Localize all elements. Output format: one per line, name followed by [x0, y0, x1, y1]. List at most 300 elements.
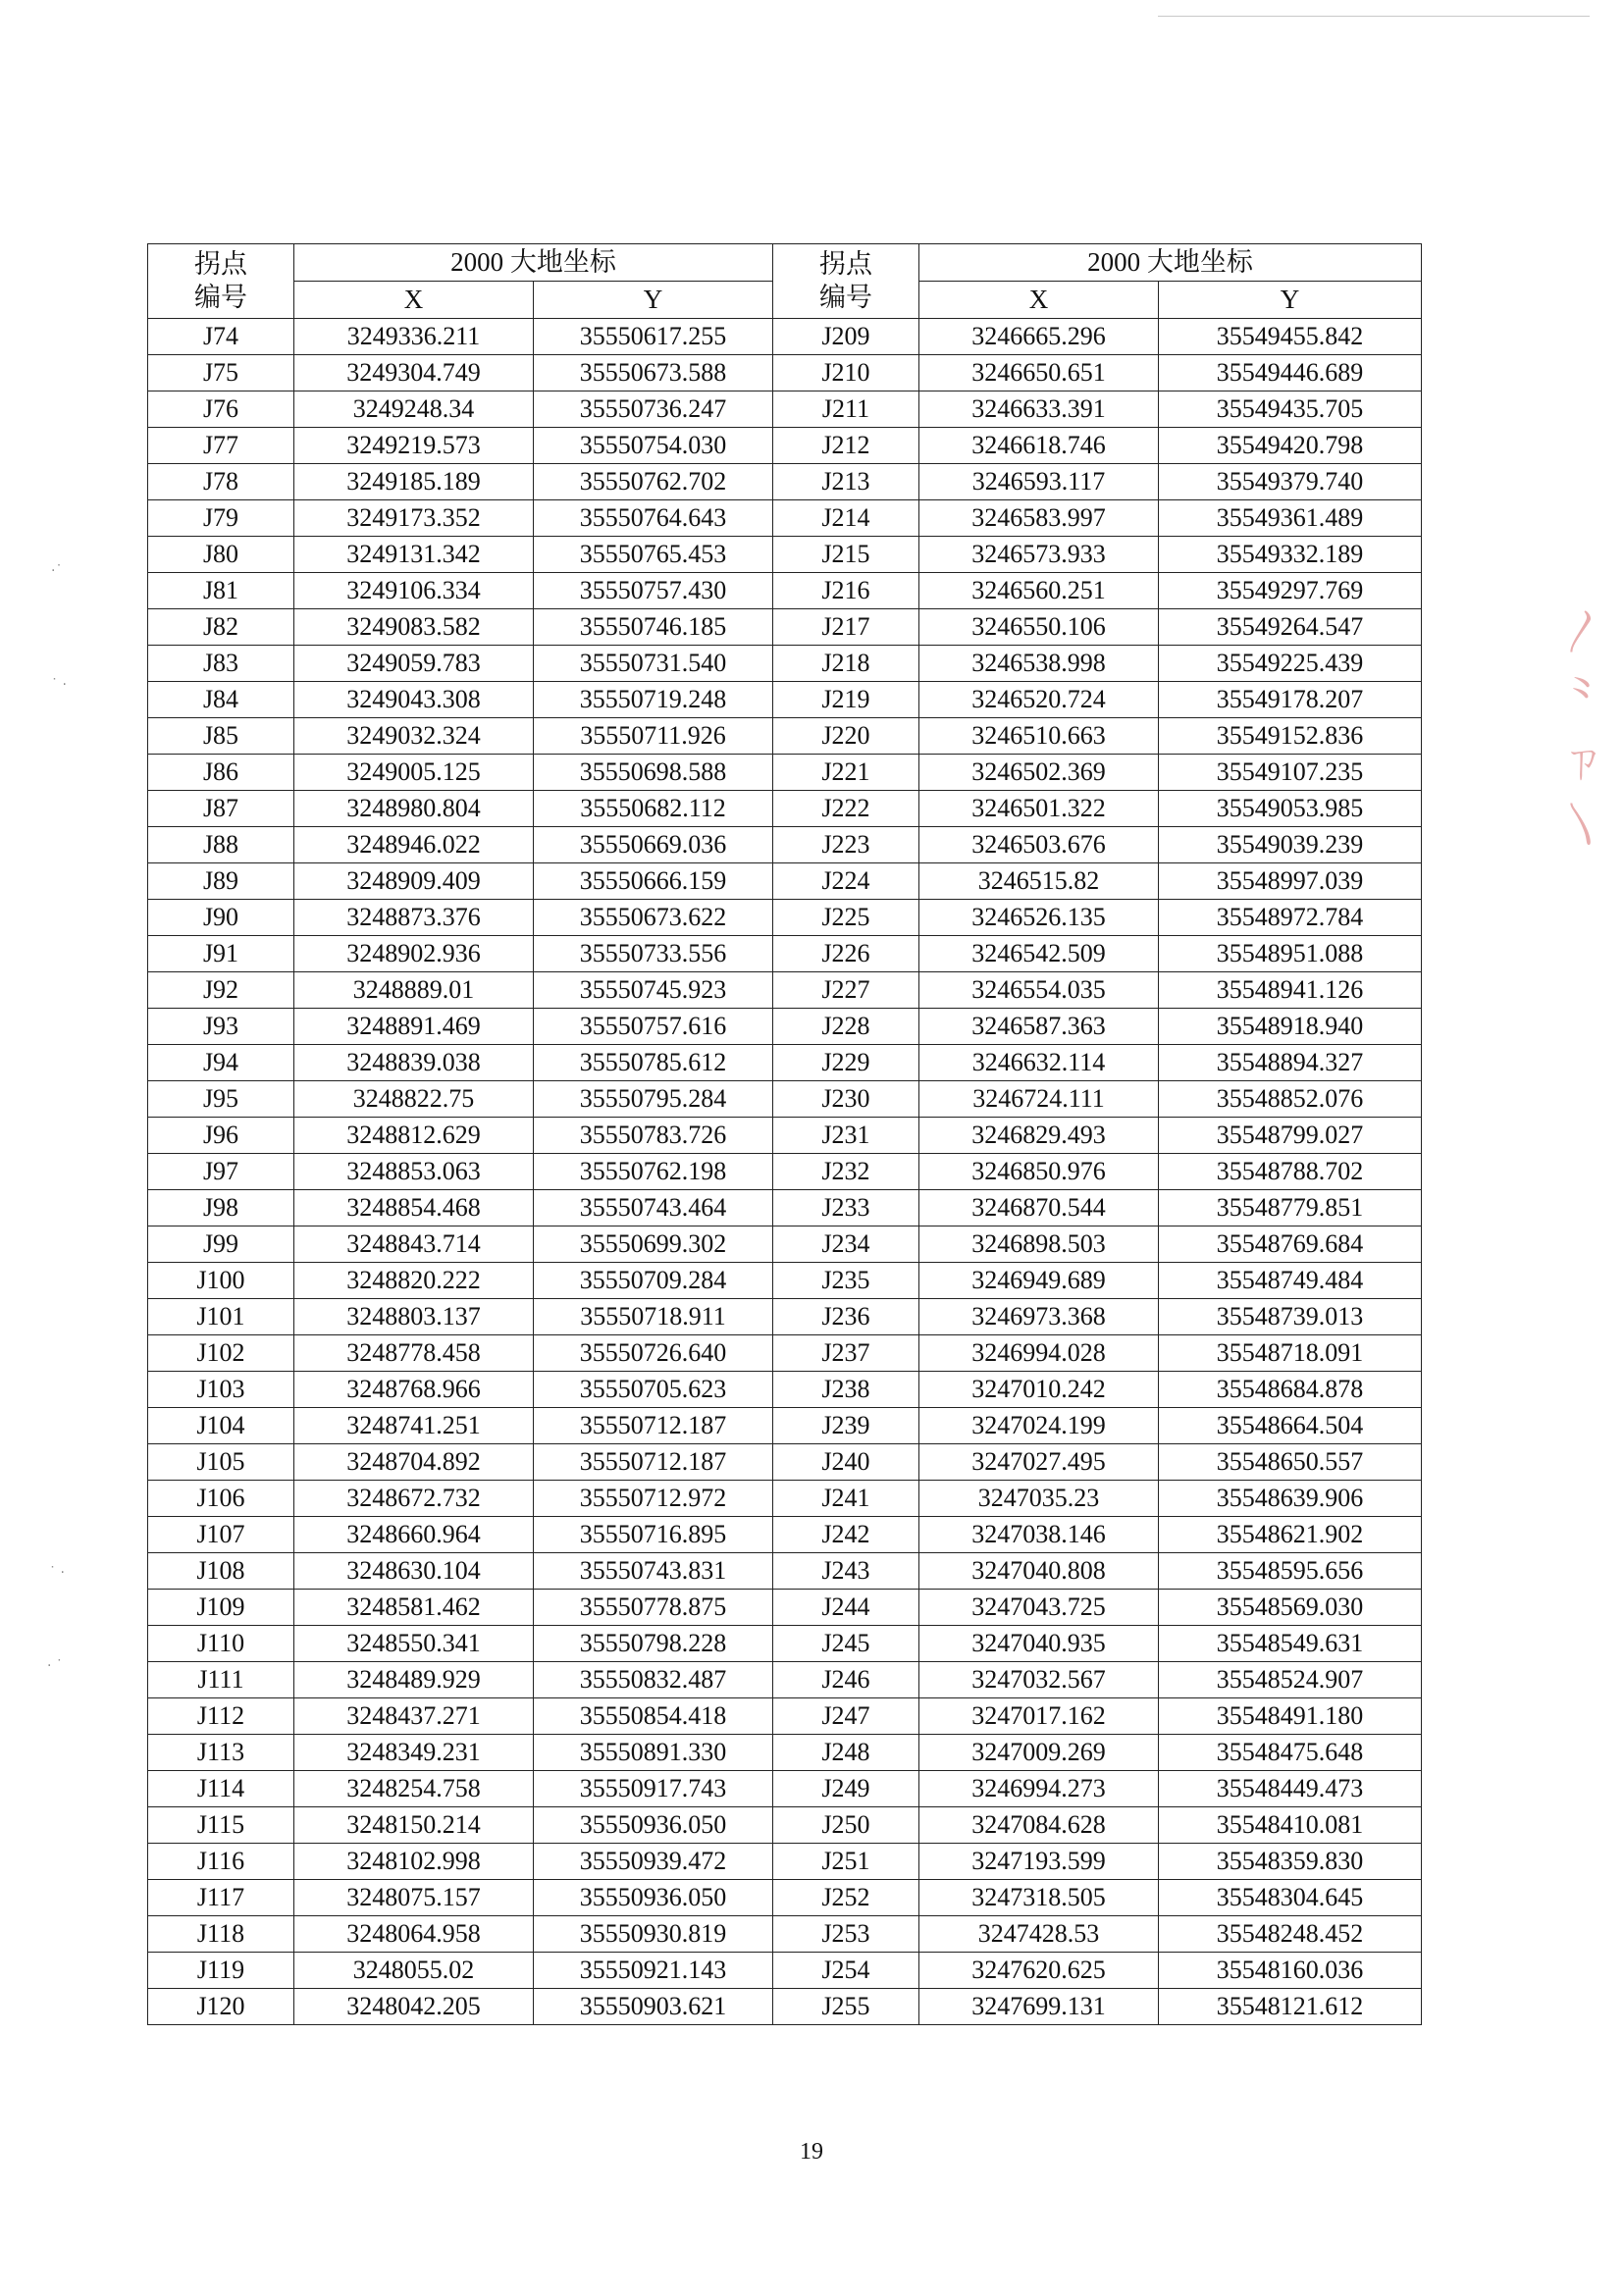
x-left-cell: 3249059.783	[294, 646, 534, 682]
point-id-right-cell: J237	[773, 1335, 919, 1372]
y-right-cell: 35548475.648	[1159, 1735, 1422, 1771]
y-right-cell: 35549039.239	[1159, 827, 1422, 863]
point-id-header-right: 拐点 编号	[773, 244, 919, 319]
x-left-cell: 3248581.462	[294, 1590, 534, 1626]
point-id-left-cell: J115	[148, 1807, 294, 1844]
x-right-cell: 3247620.625	[919, 1953, 1159, 1989]
table-row	[148, 1444, 1422, 1481]
x-right-cell: 3247428.53	[919, 1916, 1159, 1953]
y-right-cell: 35549225.439	[1159, 646, 1422, 682]
y-left-cell: 35550746.185	[534, 609, 773, 646]
y-right-cell: 35548304.645	[1159, 1880, 1422, 1916]
point-id-right-cell: J214	[773, 500, 919, 537]
y-right-cell: 35548639.906	[1159, 1481, 1422, 1517]
x-right-cell: 3247084.628	[919, 1807, 1159, 1844]
table-row	[148, 827, 1422, 863]
point-id-right-cell: J253	[773, 1916, 919, 1953]
table-row	[148, 1989, 1422, 2025]
table-row	[148, 936, 1422, 972]
point-id-right-cell: J248	[773, 1735, 919, 1771]
y-right-cell: 35549332.189	[1159, 537, 1422, 573]
point-id-right-cell: J252	[773, 1880, 919, 1916]
table-row	[148, 755, 1422, 791]
point-id-right-cell: J254	[773, 1953, 919, 1989]
x-left-cell: 3248889.01	[294, 972, 534, 1009]
point-id-right-cell: J255	[773, 1989, 919, 2025]
point-id-left-cell: J82	[148, 609, 294, 646]
point-id-left-cell: J117	[148, 1880, 294, 1916]
point-id-right-cell: J212	[773, 428, 919, 464]
x-left-cell: 3249005.125	[294, 755, 534, 791]
y-left-cell: 35550731.540	[534, 646, 773, 682]
y-right-cell: 35548852.076	[1159, 1081, 1422, 1118]
y-right-cell: 35548569.030	[1159, 1590, 1422, 1626]
table-row	[148, 682, 1422, 718]
y-right-cell: 35548951.088	[1159, 936, 1422, 972]
y-right-cell: 35548749.484	[1159, 1263, 1422, 1299]
y-right-cell: 35549420.798	[1159, 428, 1422, 464]
x-right-cell: 3246650.651	[919, 355, 1159, 391]
y-left-cell: 35550719.248	[534, 682, 773, 718]
x-right-cell: 3247010.242	[919, 1372, 1159, 1408]
x-left-cell: 3248909.409	[294, 863, 534, 900]
x-left-cell: 3248822.75	[294, 1081, 534, 1118]
point-id-left-cell: J99	[148, 1226, 294, 1263]
point-id-right-cell: J227	[773, 972, 919, 1009]
point-id-left-cell: J75	[148, 355, 294, 391]
table-row	[148, 863, 1422, 900]
point-id-right-cell: J231	[773, 1118, 919, 1154]
point-id-left-cell: J93	[148, 1009, 294, 1045]
point-id-left-cell: J78	[148, 464, 294, 500]
point-id-left-cell: J79	[148, 500, 294, 537]
point-id-left-cell: J83	[148, 646, 294, 682]
point-id-right-cell: J215	[773, 537, 919, 573]
x-right-cell: 3246502.369	[919, 755, 1159, 791]
point-id-right-cell: J216	[773, 573, 919, 609]
table-row	[148, 1807, 1422, 1844]
x-left-cell: 3248812.629	[294, 1118, 534, 1154]
table-row	[148, 1481, 1422, 1517]
y-right-cell: 35549264.547	[1159, 609, 1422, 646]
point-id-right-cell: J223	[773, 827, 919, 863]
x-left-cell: 3248946.022	[294, 827, 534, 863]
y-left-cell: 35550917.743	[534, 1771, 773, 1807]
x-left-cell: 3248741.251	[294, 1408, 534, 1444]
y-right-cell: 35548664.504	[1159, 1408, 1422, 1444]
x-left-cell: 3248778.458	[294, 1335, 534, 1372]
table-row	[148, 1735, 1422, 1771]
y-right-cell: 35548449.473	[1159, 1771, 1422, 1807]
point-id-left-cell: J84	[148, 682, 294, 718]
y-left-cell: 35550673.622	[534, 900, 773, 936]
table-row	[148, 1335, 1422, 1372]
y-left-cell: 35550921.143	[534, 1953, 773, 1989]
point-id-left-cell: J113	[148, 1735, 294, 1771]
table-row	[148, 391, 1422, 428]
y-left-cell: 35550757.430	[534, 573, 773, 609]
x-left-cell: 3248873.376	[294, 900, 534, 936]
point-id-right-cell: J245	[773, 1626, 919, 1662]
y-left-cell: 35550795.284	[534, 1081, 773, 1118]
point-id-left-cell: J112	[148, 1698, 294, 1735]
y-right-cell: 35548718.091	[1159, 1335, 1422, 1372]
y-left-cell: 35550778.875	[534, 1590, 773, 1626]
table-row	[148, 1517, 1422, 1553]
point-id-right-cell: J235	[773, 1263, 919, 1299]
y-right-cell: 35548160.036	[1159, 1953, 1422, 1989]
y-left-cell: 35550682.112	[534, 791, 773, 827]
table-row	[148, 355, 1422, 391]
point-id-left-cell: J101	[148, 1299, 294, 1335]
y-right-cell: 35548941.126	[1159, 972, 1422, 1009]
point-id-right-cell: J250	[773, 1807, 919, 1844]
x-right-cell: 3247040.935	[919, 1626, 1159, 1662]
x-right-cell: 3247699.131	[919, 1989, 1159, 2025]
point-id-left-cell: J92	[148, 972, 294, 1009]
scan-speck: ˙ ·	[51, 677, 67, 693]
point-id-right-cell: J211	[773, 391, 919, 428]
x-right-cell: 3246583.997	[919, 500, 1159, 537]
point-id-right-cell: J228	[773, 1009, 919, 1045]
y-right-cell: 35548595.656	[1159, 1553, 1422, 1590]
y-left-cell: 35550712.972	[534, 1481, 773, 1517]
y-left-cell: 35550757.616	[534, 1009, 773, 1045]
coordinate-group-header-left: 2000 大地坐标	[294, 244, 773, 282]
table-row	[148, 428, 1422, 464]
x-right-cell: 3247024.199	[919, 1408, 1159, 1444]
y-left-cell: 35550930.819	[534, 1916, 773, 1953]
y-right-cell: 35549379.740	[1159, 464, 1422, 500]
point-id-left-cell: J114	[148, 1771, 294, 1807]
table-row	[148, 1408, 1422, 1444]
point-id-right-cell: J221	[773, 755, 919, 791]
y-left-cell: 35550716.895	[534, 1517, 773, 1553]
point-id-left-cell: J108	[148, 1553, 294, 1590]
table-body	[148, 319, 1422, 2025]
y-left-cell: 35550762.702	[534, 464, 773, 500]
y-right-cell: 35549107.235	[1159, 755, 1422, 791]
point-id-right-cell: J222	[773, 791, 919, 827]
point-id-left-cell: J77	[148, 428, 294, 464]
x-left-cell: 3248349.231	[294, 1735, 534, 1771]
point-id-left-cell: J91	[148, 936, 294, 972]
y-right-cell: 35549053.985	[1159, 791, 1422, 827]
y-left-cell: 35550705.623	[534, 1372, 773, 1408]
x-right-cell: 3246994.028	[919, 1335, 1159, 1372]
point-id-right-cell: J226	[773, 936, 919, 972]
x-right-cell: 3247318.505	[919, 1880, 1159, 1916]
x-right-cell: 3246850.976	[919, 1154, 1159, 1190]
y-right-cell: 35548799.027	[1159, 1118, 1422, 1154]
x-right-cell: 3246593.117	[919, 464, 1159, 500]
point-id-right-cell: J247	[773, 1698, 919, 1735]
point-id-right-cell: J225	[773, 900, 919, 936]
point-id-left-cell: J96	[148, 1118, 294, 1154]
x-left-cell: 3249032.324	[294, 718, 534, 755]
table-row	[148, 1880, 1422, 1916]
point-id-left-cell: J106	[148, 1481, 294, 1517]
table-row	[148, 1771, 1422, 1807]
point-id-left-cell: J90	[148, 900, 294, 936]
y-left-cell: 35550745.923	[534, 972, 773, 1009]
y-left-cell: 35550666.159	[534, 863, 773, 900]
point-id-left-cell: J97	[148, 1154, 294, 1190]
y-right-cell: 35548650.557	[1159, 1444, 1422, 1481]
point-id-right-cell: J209	[773, 319, 919, 355]
y-right-cell: 35548621.902	[1159, 1517, 1422, 1553]
x-left-cell: 3248853.063	[294, 1154, 534, 1190]
x-left-cell: 3248672.732	[294, 1481, 534, 1517]
y-left-cell: 35550712.187	[534, 1408, 773, 1444]
x-left-cell: 3248254.758	[294, 1771, 534, 1807]
point-id-header-left: 拐点 编号	[148, 244, 294, 319]
x-right-cell: 3246542.509	[919, 936, 1159, 972]
x-left-cell: 3248980.804	[294, 791, 534, 827]
table-row	[148, 537, 1422, 573]
y-right-cell: 35548524.907	[1159, 1662, 1422, 1698]
table-row	[148, 1662, 1422, 1698]
table-row	[148, 646, 1422, 682]
point-id-left-cell: J76	[148, 391, 294, 428]
x-left-cell: 3248042.205	[294, 1989, 534, 2025]
x-right-cell: 3246665.296	[919, 319, 1159, 355]
x-right-cell: 3247032.567	[919, 1662, 1159, 1698]
point-id-left-cell: J88	[148, 827, 294, 863]
y-right-cell: 35549297.769	[1159, 573, 1422, 609]
x-left-cell: 3248839.038	[294, 1045, 534, 1081]
point-id-right-cell: J219	[773, 682, 919, 718]
x-right-cell: 3247193.599	[919, 1844, 1159, 1880]
x-right-cell: 3246526.135	[919, 900, 1159, 936]
x-left-cell: 3248075.157	[294, 1880, 534, 1916]
y-right-cell: 35548972.784	[1159, 900, 1422, 936]
x-left-cell: 3249248.34	[294, 391, 534, 428]
y-left-cell: 35550673.588	[534, 355, 773, 391]
table-row	[148, 1844, 1422, 1880]
table-row	[148, 609, 1422, 646]
y-left-cell: 35550669.036	[534, 827, 773, 863]
y-left-cell: 35550733.556	[534, 936, 773, 972]
x-right-cell: 3246898.503	[919, 1226, 1159, 1263]
y-left-cell: 35550936.050	[534, 1807, 773, 1844]
x-left-cell: 3248803.137	[294, 1299, 534, 1335]
table-row	[148, 791, 1422, 827]
point-id-left-cell: J119	[148, 1953, 294, 1989]
y-left-cell: 35550743.831	[534, 1553, 773, 1590]
table-row	[148, 972, 1422, 1009]
y-right-cell: 35548739.013	[1159, 1299, 1422, 1335]
x-left-cell: 3248704.892	[294, 1444, 534, 1481]
y-left-cell: 35550699.302	[534, 1226, 773, 1263]
y-right-cell: 35549361.489	[1159, 500, 1422, 537]
table-row	[148, 1154, 1422, 1190]
top-edge-line	[1158, 16, 1590, 17]
scan-speck: ·˙	[51, 563, 63, 579]
x-left-cell: 3248820.222	[294, 1263, 534, 1299]
point-id-left-cell: J100	[148, 1263, 294, 1299]
point-id-left-cell: J109	[148, 1590, 294, 1626]
x-left-cell: 3248064.958	[294, 1916, 534, 1953]
point-id-right-cell: J249	[773, 1771, 919, 1807]
x-left-cell: 3249106.334	[294, 573, 534, 609]
point-id-left-cell: J80	[148, 537, 294, 573]
point-id-left-cell: J87	[148, 791, 294, 827]
table-row	[148, 464, 1422, 500]
y-right-cell: 35548359.830	[1159, 1844, 1422, 1880]
y-right-cell: 35549152.836	[1159, 718, 1422, 755]
x-right-cell: 3247040.808	[919, 1553, 1159, 1590]
y-left-cell: 35550711.926	[534, 718, 773, 755]
x-right-cell: 3247043.725	[919, 1590, 1159, 1626]
y-right-cell: 35549435.705	[1159, 391, 1422, 428]
coordinate-table	[147, 243, 1422, 2025]
x-right-cell: 3246949.689	[919, 1263, 1159, 1299]
y-left-cell: 35550762.198	[534, 1154, 773, 1190]
x-right-cell: 3246573.933	[919, 537, 1159, 573]
point-id-right-cell: J224	[773, 863, 919, 900]
y-left-cell: 35550765.453	[534, 537, 773, 573]
point-id-right-cell: J241	[773, 1481, 919, 1517]
y-right-cell: 35548410.081	[1159, 1807, 1422, 1844]
point-id-right-cell: J236	[773, 1299, 919, 1335]
table-row	[148, 718, 1422, 755]
table-row	[148, 1372, 1422, 1408]
point-id-left-cell: J111	[148, 1662, 294, 1698]
y-right-cell: 35548894.327	[1159, 1045, 1422, 1081]
x-right-cell: 3246994.273	[919, 1771, 1159, 1807]
x-left-cell: 3248630.104	[294, 1553, 534, 1590]
y-left-cell: 35550854.418	[534, 1698, 773, 1735]
x-left-cell: 3248902.936	[294, 936, 534, 972]
x-right-cell: 3246587.363	[919, 1009, 1159, 1045]
x-right-cell: 3246870.544	[919, 1190, 1159, 1226]
table-row	[148, 1045, 1422, 1081]
y-left-cell: 35550736.247	[534, 391, 773, 428]
table-row	[148, 1118, 1422, 1154]
point-id-left-cell: J110	[148, 1626, 294, 1662]
y-left-cell: 35550698.588	[534, 755, 773, 791]
table-row	[148, 1263, 1422, 1299]
point-id-right-cell: J217	[773, 609, 919, 646]
y-header-right: Y	[1159, 282, 1422, 319]
y-right-cell: 35549446.689	[1159, 355, 1422, 391]
point-id-left-cell: J118	[148, 1916, 294, 1953]
table-row	[148, 1953, 1422, 1989]
y-right-cell: 35548684.878	[1159, 1372, 1422, 1408]
x-right-cell: 3246554.035	[919, 972, 1159, 1009]
x-left-cell: 3248102.998	[294, 1844, 534, 1880]
y-left-cell: 35550617.255	[534, 319, 773, 355]
table-row	[148, 1009, 1422, 1045]
x-header-left: X	[294, 282, 534, 319]
y-left-cell: 35550712.187	[534, 1444, 773, 1481]
y-left-cell: 35550718.911	[534, 1299, 773, 1335]
table-row	[148, 1590, 1422, 1626]
x-left-cell: 3248055.02	[294, 1953, 534, 1989]
point-id-right-cell: J213	[773, 464, 919, 500]
point-id-right-cell: J251	[773, 1844, 919, 1880]
red-seal-stamp-fragment: 〳 ⺀ ㄗ 〵	[1560, 604, 1605, 855]
y-right-cell: 35548918.940	[1159, 1009, 1422, 1045]
point-id-left-cell: J74	[148, 319, 294, 355]
point-id-right-cell: J242	[773, 1517, 919, 1553]
x-left-cell: 3248437.271	[294, 1698, 534, 1735]
x-left-cell: 3249173.352	[294, 500, 534, 537]
x-right-cell: 3246724.111	[919, 1081, 1159, 1118]
y-left-cell: 35550939.472	[534, 1844, 773, 1880]
table-row	[148, 900, 1422, 936]
y-right-cell: 35548491.180	[1159, 1698, 1422, 1735]
point-id-left-cell: J85	[148, 718, 294, 755]
y-left-cell: 35550832.487	[534, 1662, 773, 1698]
x-left-cell: 3248843.714	[294, 1226, 534, 1263]
x-right-cell: 3246515.82	[919, 863, 1159, 900]
table-row	[148, 1553, 1422, 1590]
point-id-right-cell: J244	[773, 1590, 919, 1626]
y-right-cell: 35549455.842	[1159, 319, 1422, 355]
x-right-cell: 3246510.663	[919, 718, 1159, 755]
y-left-cell: 35550903.621	[534, 1989, 773, 2025]
x-right-cell: 3246520.724	[919, 682, 1159, 718]
x-right-cell: 3246503.676	[919, 827, 1159, 863]
x-left-cell: 3248768.966	[294, 1372, 534, 1408]
y-left-cell: 35550891.330	[534, 1735, 773, 1771]
point-id-left-cell: J103	[148, 1372, 294, 1408]
point-id-left-cell: J86	[148, 755, 294, 791]
x-left-cell: 3248550.341	[294, 1626, 534, 1662]
y-right-cell: 35548788.702	[1159, 1154, 1422, 1190]
y-right-cell: 35548769.684	[1159, 1226, 1422, 1263]
y-left-cell: 35550783.726	[534, 1118, 773, 1154]
y-header-left: Y	[534, 282, 773, 319]
x-left-cell: 3249336.211	[294, 319, 534, 355]
x-left-cell: 3249185.189	[294, 464, 534, 500]
scan-speck: · ˙	[47, 1658, 63, 1674]
point-id-left-cell: J105	[148, 1444, 294, 1481]
table-row	[148, 500, 1422, 537]
table-row	[148, 1190, 1422, 1226]
y-right-cell: 35548121.612	[1159, 1989, 1422, 2025]
point-id-right-cell: J238	[773, 1372, 919, 1408]
x-left-cell: 3249043.308	[294, 682, 534, 718]
table-row	[148, 1226, 1422, 1263]
x-right-cell: 3247038.146	[919, 1517, 1159, 1553]
point-id-right-cell: J246	[773, 1662, 919, 1698]
x-right-cell: 3246632.114	[919, 1045, 1159, 1081]
x-right-cell: 3247027.495	[919, 1444, 1159, 1481]
x-left-cell: 3248660.964	[294, 1517, 534, 1553]
y-right-cell: 35549178.207	[1159, 682, 1422, 718]
x-left-cell: 3248891.469	[294, 1009, 534, 1045]
x-right-cell: 3246550.106	[919, 609, 1159, 646]
y-right-cell: 35548779.851	[1159, 1190, 1422, 1226]
table-row	[148, 1626, 1422, 1662]
y-left-cell: 35550726.640	[534, 1335, 773, 1372]
point-id-left-cell: J104	[148, 1408, 294, 1444]
point-id-right-cell: J233	[773, 1190, 919, 1226]
y-left-cell: 35550785.612	[534, 1045, 773, 1081]
point-id-left-cell: J102	[148, 1335, 294, 1372]
table-row	[148, 573, 1422, 609]
point-id-left-cell: J120	[148, 1989, 294, 2025]
x-right-cell: 3246829.493	[919, 1118, 1159, 1154]
point-id-left-cell: J89	[148, 863, 294, 900]
x-left-cell: 3248150.214	[294, 1807, 534, 1844]
x-left-cell: 3249131.342	[294, 537, 534, 573]
x-right-cell: 3247035.23	[919, 1481, 1159, 1517]
x-left-cell: 3249083.582	[294, 609, 534, 646]
